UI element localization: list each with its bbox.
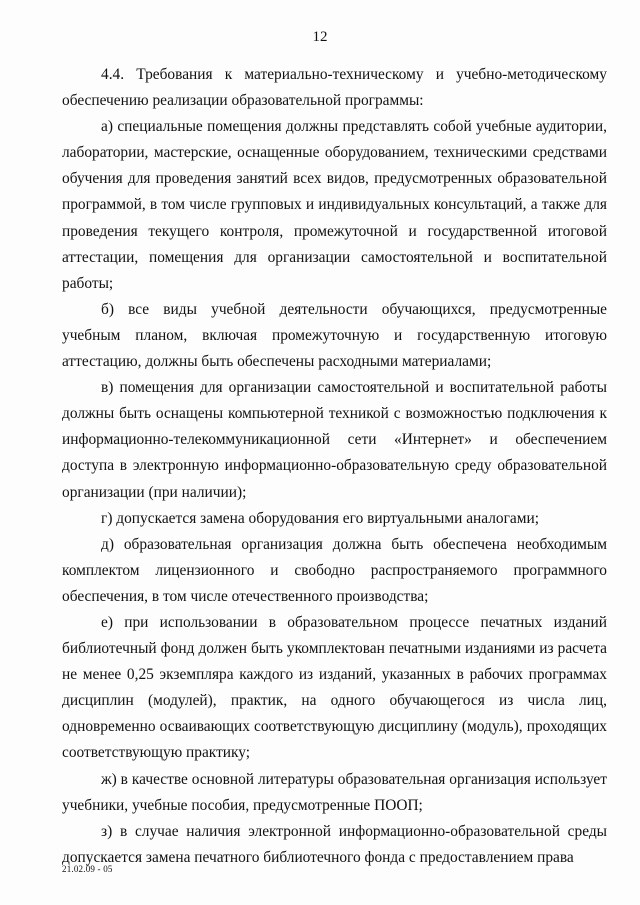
paragraph-item-z: з) в случае наличия электронной информационно-образовательной среды допускается замена печатного библиотечного фонда с предоставлением права — [62, 822, 607, 866]
paragraph-item-d: д) образовательная организация должна быть обеспечена необходимым комплектом лицензионного и свободно распространяемого программного обеспечения, в том числе отечественного производства; — [62, 535, 607, 605]
footer-document-code: 21.02.09 - 05 — [62, 864, 113, 874]
paragraph-item-zh: ж) в качестве основной литературы образовательная организация использует учебники, учебные пособия, предусмотренные ПООП; — [62, 770, 607, 814]
paragraph-item-e: е) при использовании в образовательном процессе печатных изданий библиотечный фонд должен быть укомплектован печатными изданиями из расчета не менее 0,25 экземпляра каждого из изданий, указанных в рабочих программах дисциплин (модулей), практик, на одного обучающегося из числа лиц, одновременно осваивающих соответствующую дисциплину (модуль), проходящих соответствующую практику; — [62, 613, 607, 762]
paragraph-item-b: б) все виды учебной деятельности обучающихся, предусмотренные учебным планом, включая промежуточную и государственную итоговую аттестацию, должны быть обеспечены расходными материалами; — [62, 300, 607, 371]
page-number: 12 — [312, 29, 328, 45]
paragraph-item-a: а) специальные помещения должны представлять собой учебные аудитории, лаборатории, мастерские, оснащенные оборудованием, техническими средствами обучения для проведения занятий всех видов, предусмотренных образовательной программой, в том числе групповых и индивидуальных консультаций, а также для проведения текущего контроля, промежуточной и государственной итоговой аттестации, помещения для организации самостоятельной и воспитательной работы; — [62, 118, 607, 292]
paragraph-item-v: в) помещения для организации самостоятельной и воспитательной работы должны быть оснащены компьютерной техникой с возможностью подключения к информационно-телекоммуникационной сети «Интернет» и обеспечением доступа в электронную информационно-образовательную среду образовательной организации (при наличии); — [62, 379, 607, 501]
document-body — [62, 62, 607, 871]
paragraph-item-g: г) допускается замена оборудования его виртуальными аналогами; — [101, 509, 539, 527]
paragraph-4-4-heading: 4.4. Требования к материально-техническому и учебно-методическому обеспечению реализации образовательной программы: — [62, 66, 607, 110]
